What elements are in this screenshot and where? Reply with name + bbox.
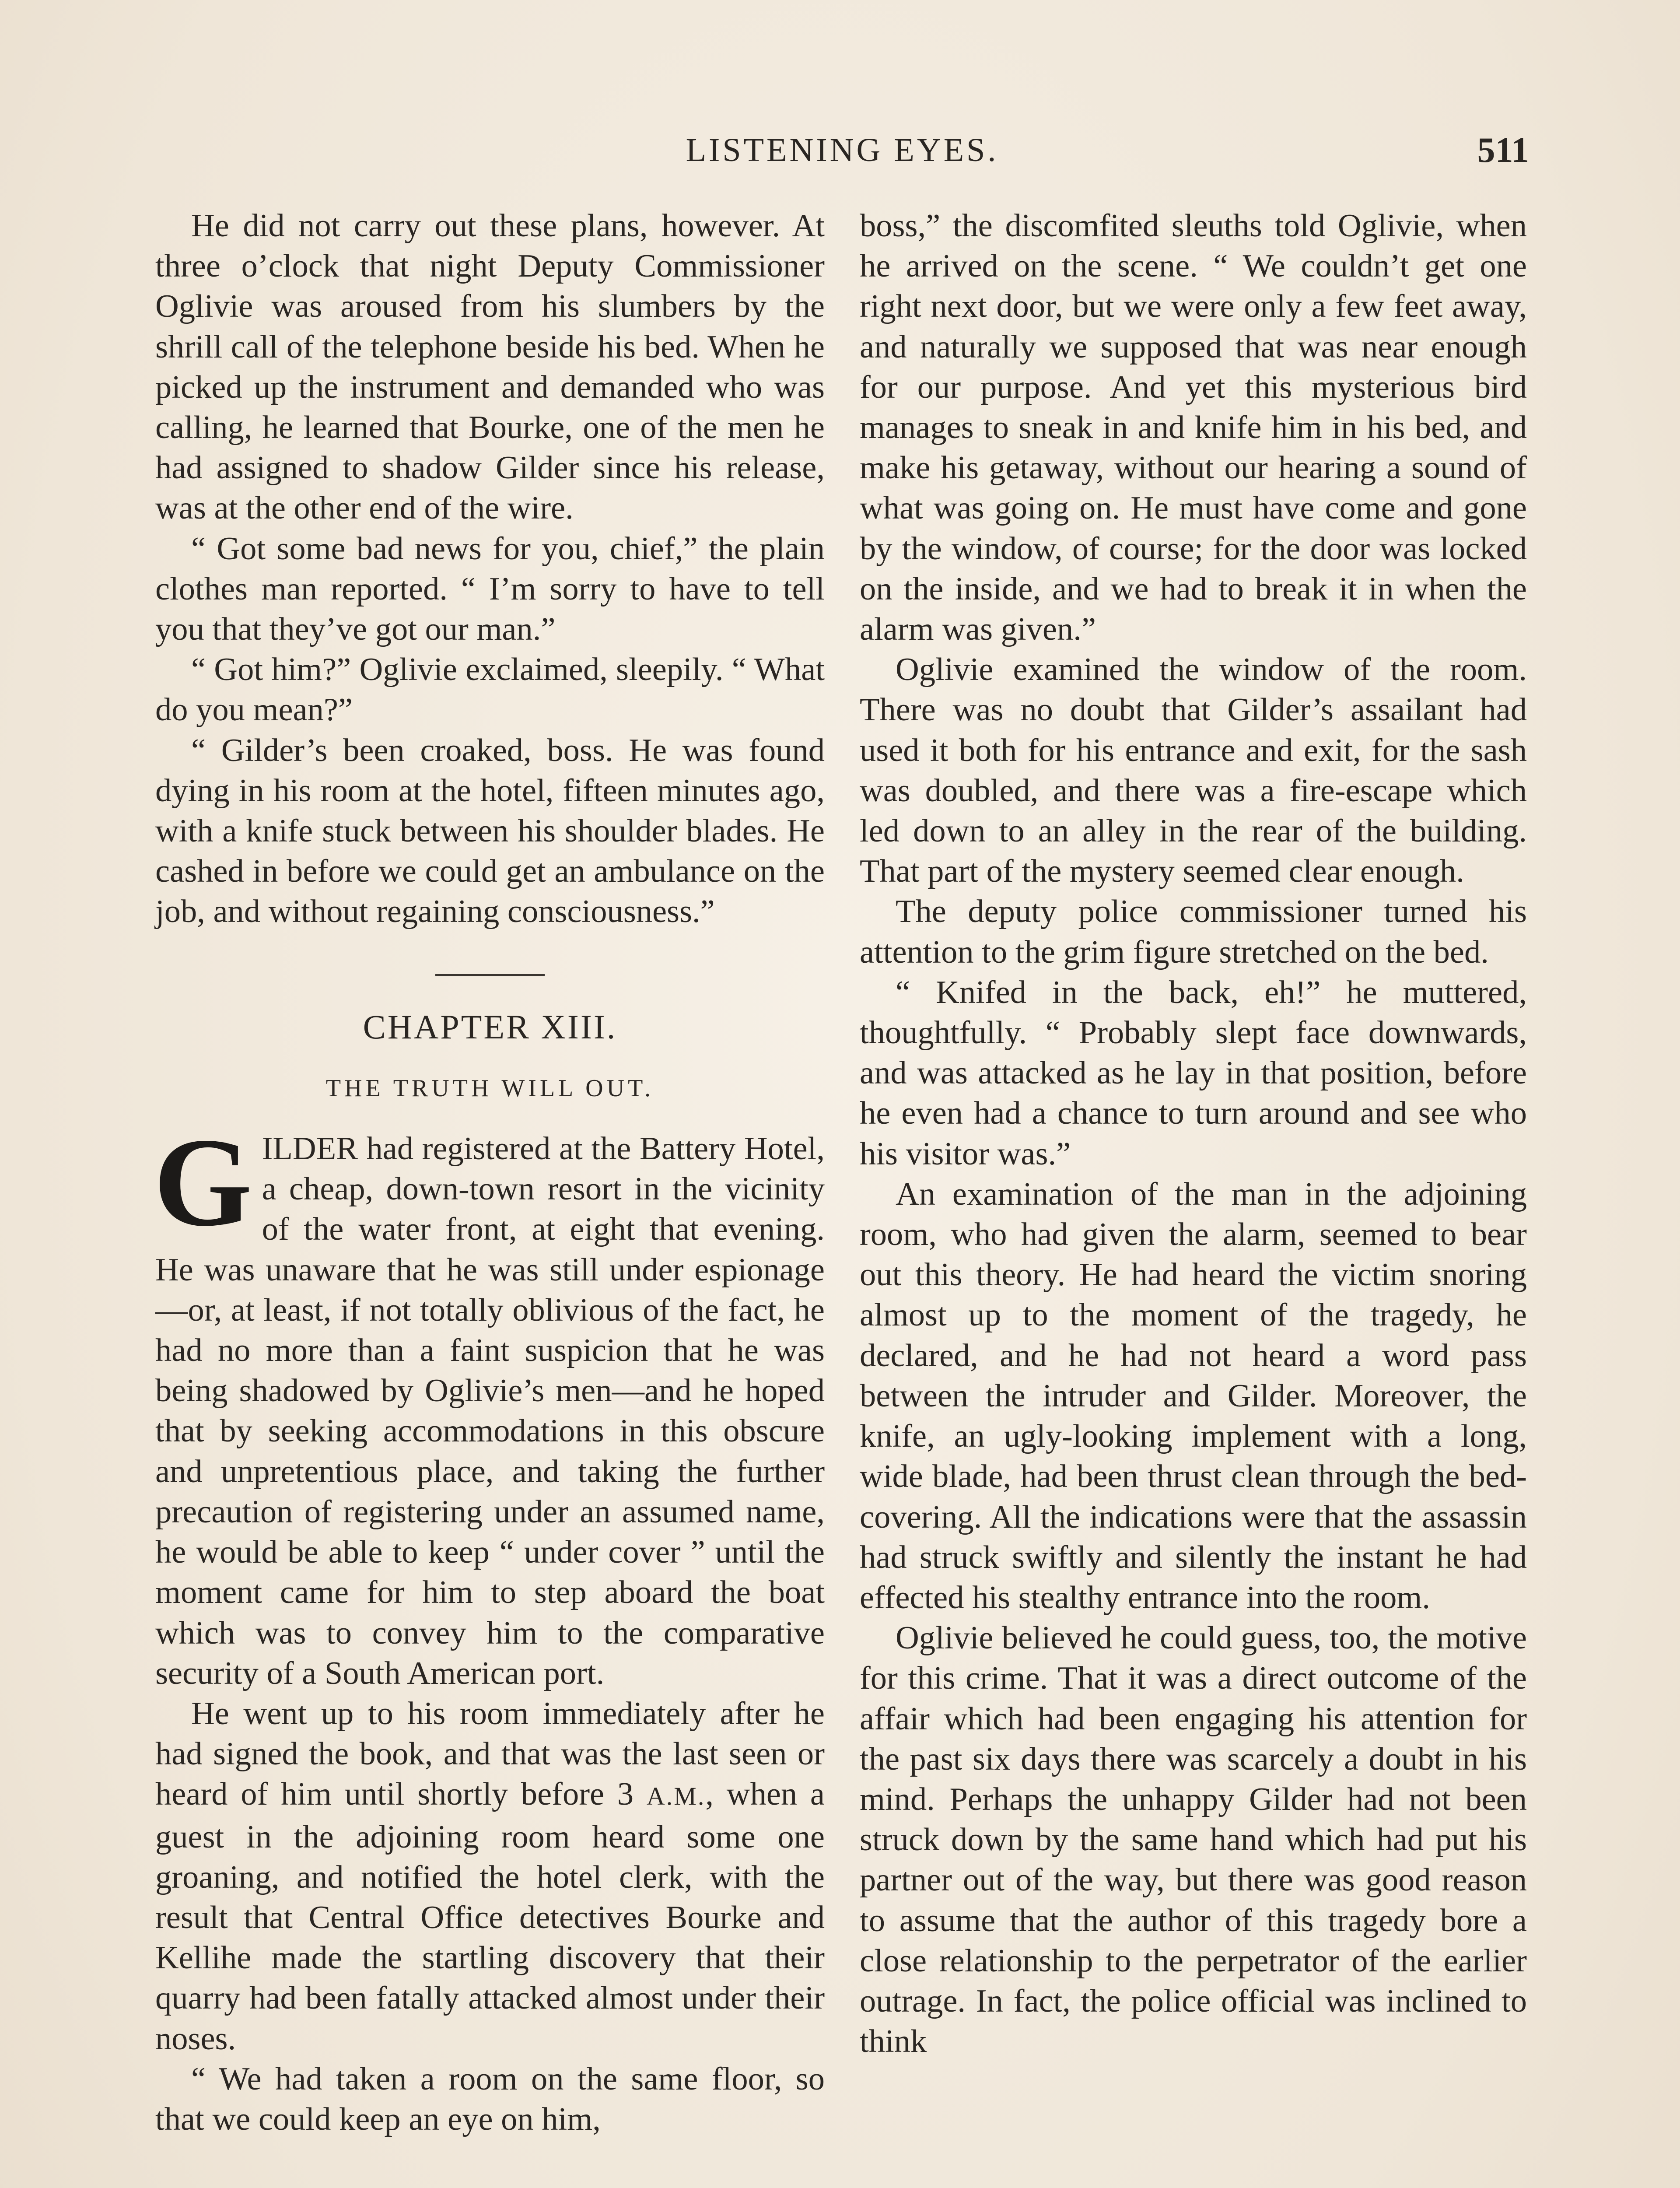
- paragraph: An examination of the man in the adjoining room, who had given the alarm, seemed to bear out this theory. He had heard the victim snoring almost up to the moment of the tragedy, he declared, and he had not heard a word pass between the intruder and Gilder. Moreover, the knife, an ugly-looking implement with a long, wide blade, had been thrust clean through the bed-covering. All the indications were that the assassin had struck swiftly and silently the instant he had effected his stealthy entrance into the room.: [860, 1176, 1527, 1616]
- section-divider: [435, 974, 545, 976]
- page-number: 511: [1477, 130, 1529, 170]
- time-small-caps: A.M.: [646, 1782, 706, 1811]
- paragraph: “ Got him?” Oglivie exclaimed, sleepily. “ What do you mean?”: [155, 652, 825, 728]
- paragraph: Oglivie believed he could guess, too, the motive for this crime. That it was a direct outcome of the affair which had been engaging his attention for the past six days there was scarcely a doubt in his mind. Perhaps the unhappy Gilder had not been struck down by the same hand which had put his partner out of the way, but there was good reason to assume that the author of this tragedy bore a close relationship to the perpetrator of the earlier outrage. In fact, the police official was inclined to think: [860, 1620, 1527, 2060]
- paragraph-text: ILDER had registered at the Battery Hotel, a cheap, down-town resort in the vicinity of the water front, at eight that evening. He was unaware that he was still under espionage—or, at least, if not totally oblivious of the fact, he had no more than a faint suspicion that he was being shadowed by Oglivie’s men—and he hoped that by seeking accommodations in this obscure and unpretentious place, and taking the further precaution of registering under an assumed name, he would be able to keep “ under cover ” until the moment came for him to step aboard the boat which was to convey him to the comparative security of a South American port.: [155, 1131, 825, 1691]
- paragraph-text: , when a guest in the adjoining room heard some one groaning, and notified the hotel clerk, with the result that Central Office detectives Bourke and Kellihe made the startling discovery that their quarry had been fatally attacked almost under their noses.: [155, 1776, 825, 2057]
- paragraph: He did not carry out these plans, however. At three o’clock that night Deputy Commissioner Oglivie was aroused from his slumbers by the shrill call of the telephone beside his bed. When he picked up the instrument and demanded who was calling, he learned that Bourke, one of the men he had assigned to shadow Gilder since his release, was at the other end of the wire.: [155, 208, 825, 526]
- paragraph: “ Knifed in the back, eh!” he muttered, thoughtfully. “ Probably slept face downwards, and was attacked as he lay in that position, before he even had a chance to turn around and see who his visitor was.”: [860, 974, 1527, 1172]
- chapter-opening-paragraph: [154, 1112, 825, 1694]
- paragraph-continued: boss,” the discomfited sleuths told Oglivie, when he arrived on the scene. “ We couldn’t get one right next door, but we were only a few feet away, and naturally we supposed that was near enough for our purpose. And yet this mysterious bird manages to sneak in and knife him in his bed, and make his getaway, without our hearing a sound of what was going on. He must have come and gone by the window, of course; for the door was locked on the inside, and we had to break it in when the alarm was given.”: [860, 208, 1527, 648]
- left-column: [155, 206, 825, 2139]
- paragraph: [155, 1694, 825, 2059]
- paragraph: “ Got some bad news for you, chief,” the plain clothes man reported. “ I’m sorry to have to tell you that they’ve got our man.”: [155, 530, 825, 648]
- page-header: [155, 127, 1529, 175]
- running-head: LISTENING EYES.: [686, 132, 999, 168]
- drop-cap: G: [154, 1112, 252, 1253]
- chapter-title: CHAPTER XIII.: [363, 1007, 617, 1046]
- chapter-subtitle: THE TRUTH WILL OUT.: [326, 1074, 654, 1102]
- right-column: [860, 206, 1527, 2062]
- paragraph: “ We had taken a room on the same floor, so that we could keep an eye on him,: [155, 2061, 825, 2137]
- paragraph: “ Gilder’s been croaked, boss. He was found dying in his room at the hotel, fifteen minutes ago, with a knife stuck between his shoulder blades. He cashed in before we could get an ambulance on the job, and without regaining consciousness.”: [155, 732, 825, 930]
- paragraph: The deputy police commissioner turned his attention to the grim figure stretched on the bed.: [860, 894, 1527, 970]
- paragraph-text: He went up to his room immediately after he had signed the book, and that was the last seen or heard of him until shortly before 3: [155, 1695, 825, 1813]
- paragraph: Oglivie examined the window of the room. There was no doubt that Gilder’s assailant had used it both for his entrance and exit, for the sash was doubled, and there was a fire-escape which led down to an alley in the rear of the building. That part of the mystery seemed clear enough.: [860, 652, 1527, 890]
